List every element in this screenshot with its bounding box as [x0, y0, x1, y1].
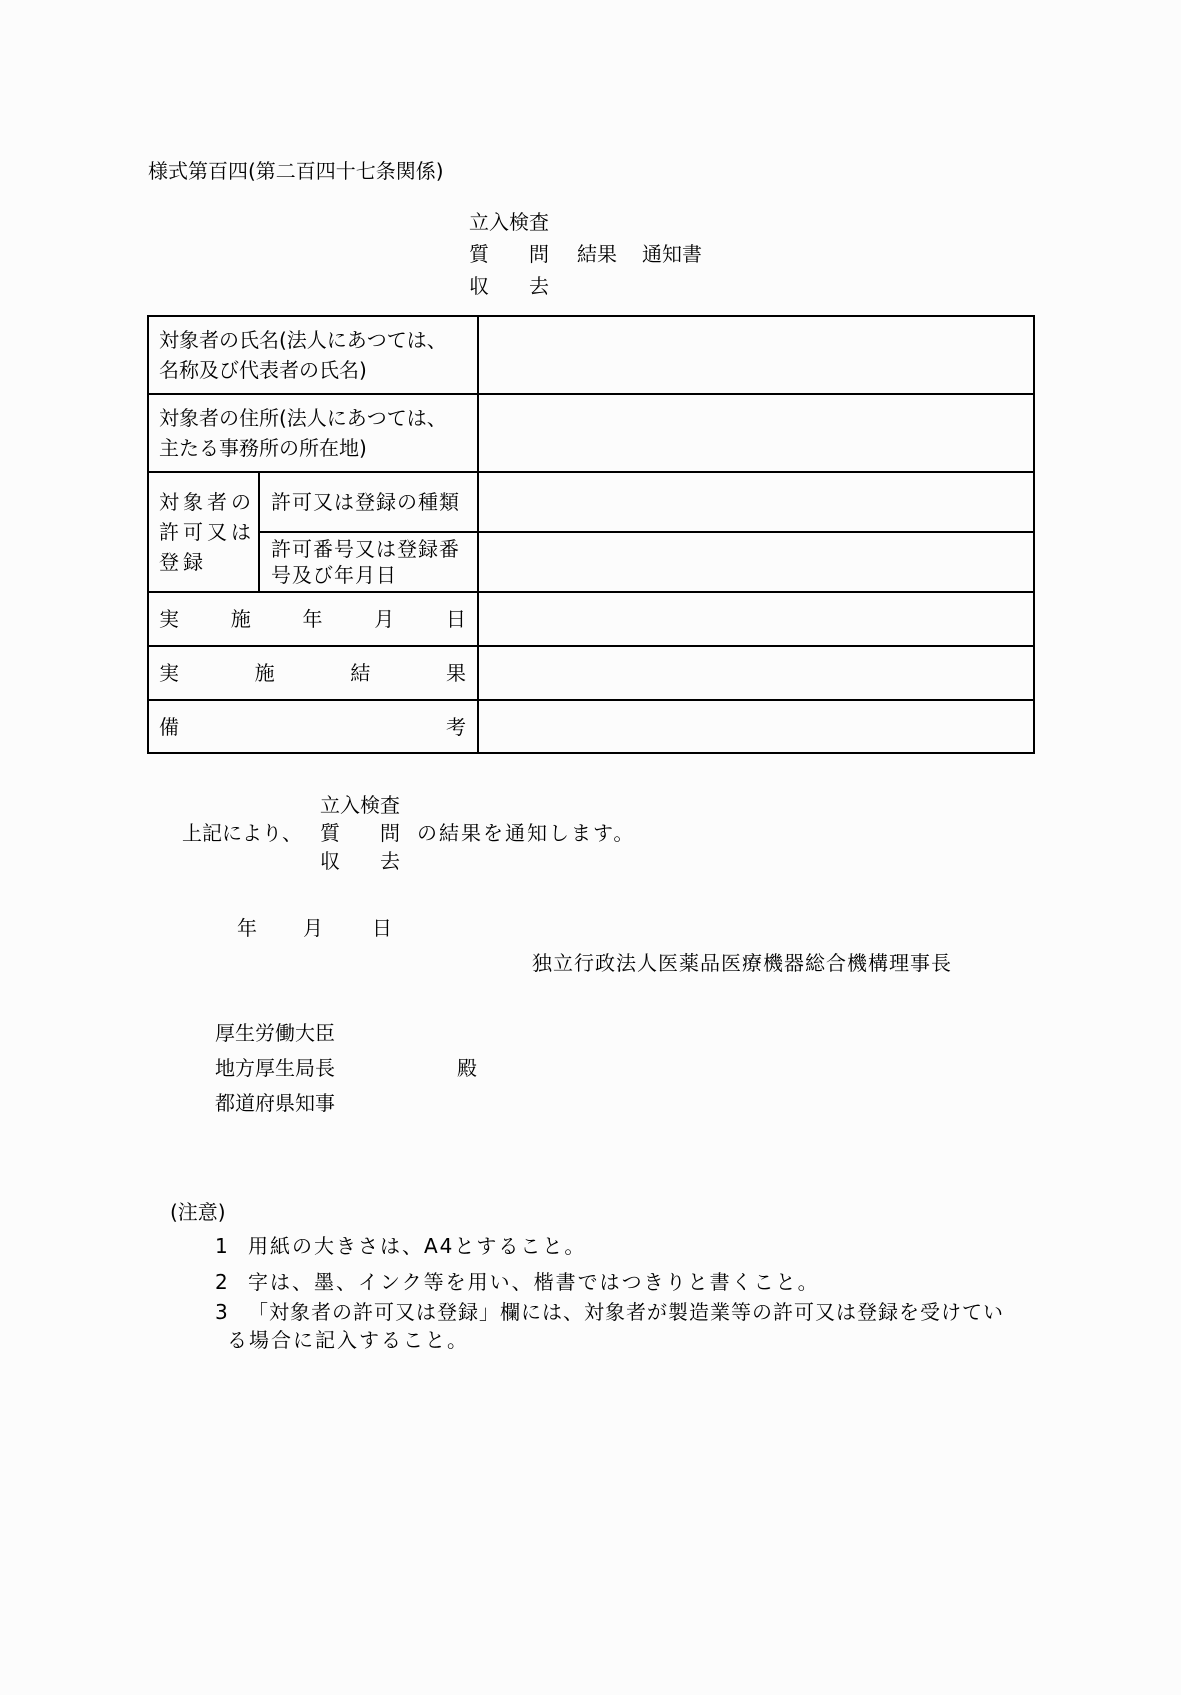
label-license-number	[271, 533, 475, 591]
notes-heading: (注意)	[170, 1200, 226, 1224]
label-result	[159, 647, 466, 699]
title-option-questioning: 質 問	[469, 242, 549, 266]
value-name[interactable]	[481, 317, 1033, 393]
honorific: 殿	[457, 1056, 477, 1080]
label-address	[159, 395, 475, 471]
notice-stack	[320, 793, 400, 873]
label-line: 対象者の氏名(法人にあつては、	[159, 328, 447, 352]
notice-option-inspection: 立入検査	[320, 793, 400, 817]
label-line: 対象者の	[159, 490, 255, 514]
value-date[interactable]	[481, 593, 1033, 645]
note-number-1: 1	[215, 1234, 228, 1258]
notice-option-removal: 収 去	[320, 849, 400, 873]
label-line: 登録	[159, 550, 207, 574]
note-text-1: 用紙の大きさは、A4とすること。	[248, 1234, 587, 1258]
notice-prefix: 上記により、	[182, 821, 302, 845]
notice-option-questioning: 質 問	[320, 821, 400, 845]
title-option-inspection: 立入検査	[469, 210, 549, 234]
date-day: 日	[372, 916, 392, 940]
addressee-list	[215, 1021, 335, 1115]
addressee-minister: 厚生労働大臣	[215, 1021, 335, 1045]
label-char: 日	[446, 607, 466, 631]
label-line: 許可又は登録の種類	[271, 490, 460, 514]
note-number-2: 2	[215, 1270, 228, 1294]
label-char: 施	[230, 607, 251, 631]
label-char: 月	[374, 607, 395, 631]
value-license-type[interactable]	[481, 473, 1033, 531]
label-line: 許可又は	[159, 520, 255, 544]
label-char: 果	[445, 661, 466, 685]
label-date	[159, 593, 466, 645]
value-license-number[interactable]	[481, 533, 1033, 591]
notice-suffix: の結果を通知します。	[417, 821, 636, 845]
issuer: 独立行政法人医薬品医療機器総合機構理事長	[532, 951, 952, 975]
addressee-regional-bureau: 地方厚生局長	[215, 1056, 335, 1080]
title-result: 結果	[577, 242, 617, 266]
label-char: 施	[254, 661, 275, 685]
note-text-3: 「対象者の許可又は登録」欄には、対象者が製造業等の許可又は登録を受けてい	[248, 1300, 1004, 1324]
value-address[interactable]	[481, 395, 1033, 471]
label-char: 年	[302, 607, 323, 631]
label-char: 考	[446, 714, 466, 739]
column-divider	[477, 317, 479, 752]
label-char: 結	[350, 661, 371, 685]
value-result[interactable]	[481, 647, 1033, 699]
label-license-group	[159, 473, 257, 591]
label-line: 対象者の住所(法人にあつては、	[159, 406, 447, 430]
addressee-governor: 都道府県知事	[215, 1091, 335, 1115]
title-notice: 通知書	[642, 242, 702, 266]
form-number: 様式第百四(第二百四十七条関係)	[148, 159, 444, 183]
date-year: 年	[237, 916, 257, 940]
label-char: 実	[159, 607, 179, 631]
label-line: 名称及び代表者の氏名)	[159, 358, 367, 382]
inspection-table	[147, 315, 1035, 754]
label-remarks	[159, 701, 466, 752]
label-char: 備	[159, 714, 179, 739]
note-number-3: 3	[215, 1300, 228, 1324]
column-divider	[258, 471, 260, 591]
label-line: 許可番号又は登録番	[271, 537, 460, 561]
title-option-removal: 収 去	[469, 274, 549, 298]
date-month: 月	[303, 916, 323, 940]
note-text-3-continuation: る場合に記入すること。	[227, 1328, 469, 1352]
note-text-2: 字は、墨、インク等を用い、楷書ではつきりと書くこと。	[248, 1270, 820, 1294]
title-stack	[469, 210, 549, 298]
label-license-type	[271, 473, 475, 531]
label-char: 実	[159, 661, 179, 685]
value-remarks[interactable]	[481, 701, 1033, 752]
label-name	[159, 317, 475, 393]
label-line: 主たる事務所の所在地)	[159, 436, 367, 460]
label-line: 号及び年月日	[271, 563, 397, 587]
